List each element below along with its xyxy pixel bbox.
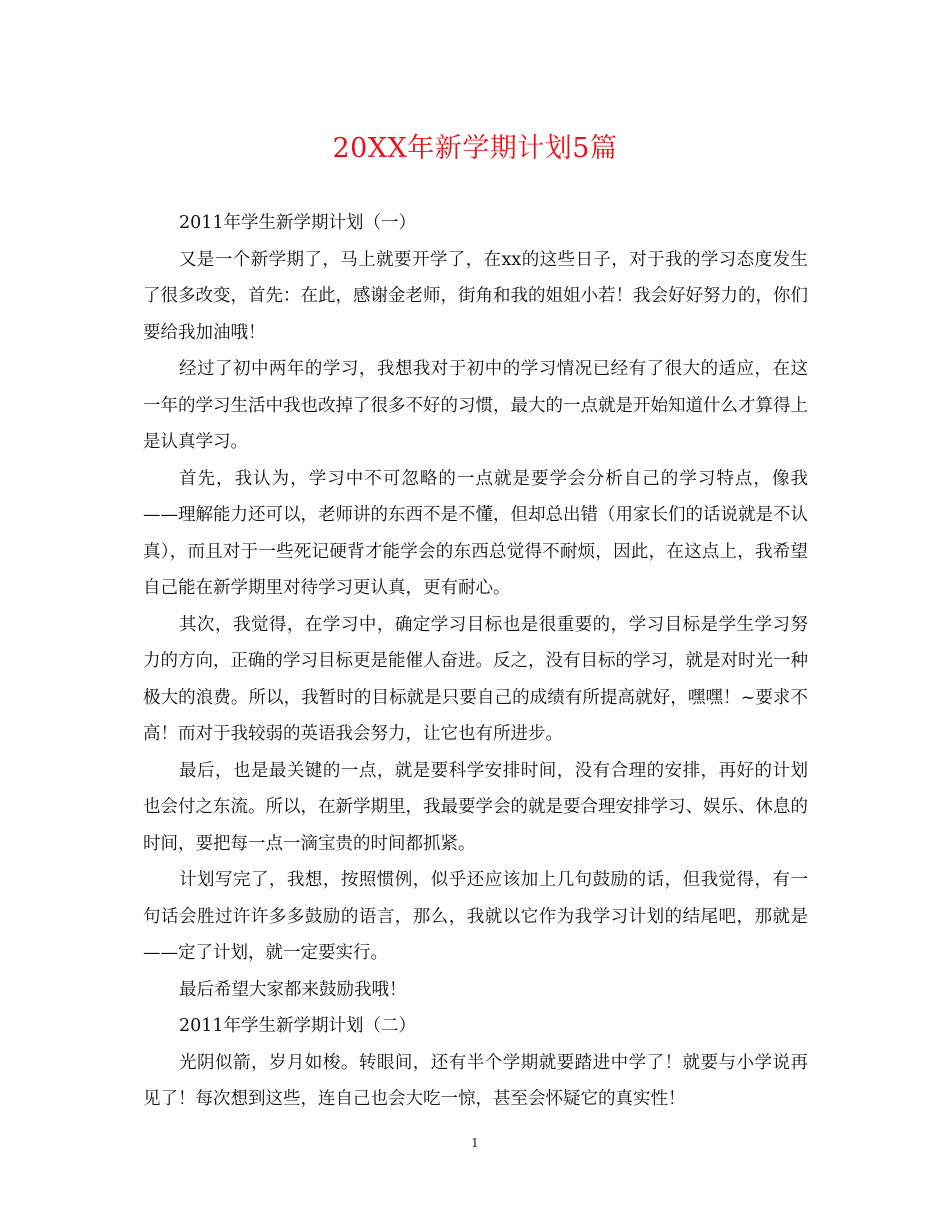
paragraph-heading-2: 2011年学生新学期计划（二） bbox=[179, 1016, 417, 1036]
paragraph: 经过了初中两年的学习，我想我对于初中的学习情况已经有了很大的适应，在这一年的学习生活中我也改掉了很多不好的习惯，最大的一点就是开始知道什么才算得上是认真学习。 bbox=[143, 359, 808, 452]
paragraph: 又是一个新学期了，马上就要开学了，在xx的这些日子，对于我的学习态度发生了很多改变，首先：在此，感谢金老师，街角和我的姐姐小若！我会好好努力的，你们要给我加油哦！ bbox=[143, 249, 808, 343]
paragraph-heading-1: 2011年学生新学期计划（一） bbox=[179, 213, 417, 233]
document-title: 20XX年新学期计划5篇 bbox=[332, 133, 618, 164]
page-number: 1 bbox=[471, 1136, 479, 1150]
paragraph: 最后，也是最关键的一点，就是要科学安排时间，没有合理的安排，再好的计划也会付之东流。所以，在新学期里，我最要学会的就是要合理安排学习、娱乐、休息的时间，要把每一点一滴宝贵的时间都抓紧。 bbox=[143, 760, 808, 854]
paragraph: 计划写完了，我想，按照惯例，似乎还应该加上几句鼓励的话，但我觉得，有一句话会胜过许许多多鼓励的语言，那么，我就以它作为我学习计划的结尾吧，那就是——定了计划，就一定要实行。 bbox=[143, 870, 808, 963]
paragraph: 首先，我认为，学习中不可忽略的一点就是要学会分析自己的学习特点，像我——理解能力还可以，老师讲的东西不是不懂，但却总出错（用家长们的话说就是不认真），而且对于一些死记硬背才能学会的东西总觉得不耐烦，因此，在这点上，我希望自己能在新学期里对待学习更认真，更有耐心。 bbox=[143, 468, 808, 598]
document-body bbox=[143, 205, 808, 1118]
paragraph: 最后希望大家都来鼓励我哦！ bbox=[179, 979, 407, 1000]
paragraph: 光阴似箭，岁月如梭。转眼间，还有半个学期就要踏进中学了！就要与小学说再见了！每次想到这些，连自己也会大吃一惊，甚至会怀疑它的真实性！ bbox=[143, 1052, 808, 1109]
paragraph: 其次，我觉得，在学习中，确定学习目标也是很重要的，学习目标是学生学习努力的方向，正确的学习目标更是能催人奋进。反之，没有目标的学习，就是对时光一种极大的浪费。所以，我暂时的目标就是只要自己的成绩有所提高就好，嘿嘿！~要求不高！而对于我较弱的英语我会努力，让它也有所进步。 bbox=[143, 614, 808, 744]
